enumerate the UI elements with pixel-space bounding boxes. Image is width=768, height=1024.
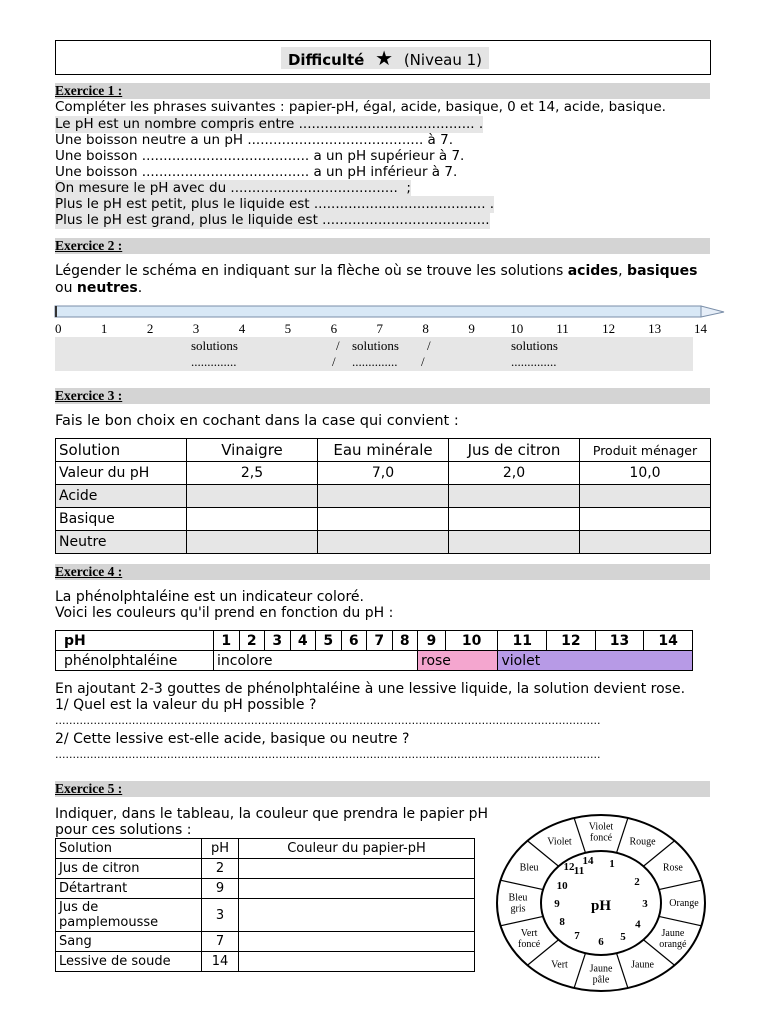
row-label-neutre: Neutre: [56, 531, 187, 554]
wheel-color-label: Bleu: [519, 862, 539, 874]
header-eau-minerale: Eau minérale: [318, 439, 449, 462]
ph-tick-label: 7: [376, 321, 383, 336]
solution-ph: 9: [202, 879, 239, 899]
dots-solutions-2: ..............: [352, 354, 398, 369]
separator-2: /: [332, 354, 336, 369]
table-row: [56, 531, 711, 554]
table-row: [56, 932, 475, 952]
header-solution: Solution: [56, 439, 187, 462]
ex2-instr-ou: ou: [55, 280, 77, 296]
ex3-heading: Exercice 3 :: [55, 388, 710, 404]
ph-tick-label: 4: [238, 321, 246, 336]
solution-ph: 2: [202, 859, 239, 879]
solution-name: Sang: [56, 932, 202, 952]
ex4-question-intro: En ajoutant 2-3 gouttes de phénolphtaléine à une lessive liquide, la solution devient rose.: [55, 681, 686, 697]
wheel-center-ph: pH: [590, 898, 612, 914]
table-row: [56, 508, 711, 531]
word-acides: acides: [567, 263, 619, 279]
word-neutres: neutres: [76, 280, 138, 296]
checkbox-cell[interactable]: [187, 485, 318, 508]
answer-line-1[interactable]: ............................................................................................................................................................: [55, 714, 601, 727]
star-icon: ★: [375, 46, 394, 70]
color-incolore: incolore: [214, 651, 418, 671]
wheel-color-label: Orange: [669, 898, 699, 909]
checkbox-cell[interactable]: [449, 485, 580, 508]
ph-value-cell: 10: [445, 631, 498, 651]
separator-3: /: [427, 338, 431, 353]
ex2-comma: ,: [618, 263, 628, 279]
wheel-ph-number: 10: [556, 880, 568, 893]
difficulty-label: [281, 47, 489, 69]
checkbox-cell[interactable]: [318, 531, 449, 554]
solution-ph: 7: [202, 932, 239, 952]
ph-tick-label: 1: [100, 321, 108, 336]
ph-tick-label: 2: [146, 321, 154, 336]
ph-value-cell: 9: [418, 631, 446, 651]
wheel-color-label: Violet: [547, 836, 572, 848]
checkbox-cell[interactable]: [187, 508, 318, 531]
ex2-heading: Exercice 2 :: [55, 238, 710, 254]
table-row: [56, 899, 475, 932]
ex1-instruction: Compléter les phrases suivantes : papier-pH, égal, acide, basique, 0 et 14, acide, basique.: [55, 99, 666, 115]
color-answer-cell[interactable]: [239, 932, 475, 952]
checkbox-cell[interactable]: [449, 508, 580, 531]
wheel-ph-number: 12: [563, 861, 575, 873]
solution-name: Jus de pamplemousse: [56, 899, 202, 932]
wheel-color-label: Bleu gris: [508, 892, 528, 915]
label-solutions-1: solutions: [191, 338, 238, 353]
ph-color-wheel: [494, 812, 708, 994]
wheel-color-label: Vert: [551, 959, 568, 971]
ex4-question-1: 1/ Quel est la valeur du pH possible ?: [55, 697, 317, 713]
ph-tick-label: 13: [648, 321, 662, 336]
table-row: [56, 879, 475, 899]
ph-tick-label: 6: [330, 321, 338, 336]
ex1-line-2: Une boisson neutre a un pH ......................................... à 7.: [55, 132, 454, 148]
header-vinaigre: Vinaigre: [187, 439, 318, 462]
wheel-color-label: Rose: [662, 862, 683, 874]
ex2-instruction: [55, 263, 715, 297]
ph-value-cell: 8: [392, 631, 418, 651]
ph-tick-label: 3: [192, 321, 200, 336]
wheel-ph-number: 9: [554, 898, 560, 910]
ph-header-row: [56, 631, 693, 651]
header-solution: Solution: [56, 839, 202, 859]
indicator-label: phénolphtaléine: [56, 651, 214, 671]
answer-line-2[interactable]: ............................................................................................................................................................: [55, 748, 601, 761]
ph-value-cell: 14: [644, 631, 693, 651]
ex1-line-3: Une boisson ....................................... a un pH supérieur à 7.: [55, 148, 465, 164]
wheel-ph-number: 11: [573, 865, 585, 878]
checkbox-cell[interactable]: [187, 531, 318, 554]
wheel-ph-number: 1: [609, 858, 615, 870]
ph-tick-label: 10: [510, 321, 524, 336]
ex4-line-2: Voici les couleurs qu'il prend en fonction du pH :: [55, 605, 394, 621]
color-answer-cell[interactable]: [239, 879, 475, 899]
solution-name: Jus de citron: [56, 859, 202, 879]
word-basiques: basiques: [627, 263, 698, 279]
row-label-acide: Acide: [56, 485, 187, 508]
wheel-color-label: Jaune: [631, 959, 654, 971]
ex5-instruction-2: pour ces solutions :: [55, 822, 192, 838]
solution-name: Lessive de soude: [56, 952, 202, 972]
ph-value-cell: 5: [316, 631, 342, 651]
wheel-ph-number: 8: [559, 915, 565, 928]
indicator-row: [56, 651, 693, 671]
label-solutions-3: solutions: [511, 338, 558, 353]
ph-tick-label: 14: [694, 321, 707, 336]
wheel-ph-number: 7: [574, 929, 580, 942]
table-row: [56, 462, 711, 485]
wheel-color-label: Jaune pâle: [589, 963, 613, 986]
ph-value-cell: 13: [595, 631, 644, 651]
wheel-ph-number: 6: [598, 936, 604, 948]
ex4-table: [55, 630, 693, 671]
color-answer-cell[interactable]: [239, 899, 475, 932]
ph-value-cell: 3: [265, 631, 291, 651]
ph-produit-menager: 10,0: [580, 462, 711, 485]
solution-ph: 3: [202, 899, 239, 932]
separator-1: /: [336, 338, 340, 353]
dots-solutions-3: ..............: [511, 354, 557, 369]
ex1-line-1: Le pH est un nombre compris entre ......................................... .: [55, 116, 484, 132]
label-solutions-2: solutions: [352, 338, 399, 353]
row-label-basique: Basique: [56, 508, 187, 531]
ph-value-cell: 11: [498, 631, 547, 651]
wheel-color-label: Jaune orangé: [659, 928, 687, 950]
ph-eau-minerale: 7,0: [318, 462, 449, 485]
header-produit-menager: Produit ménager: [580, 439, 711, 462]
row-label-ph: Valeur du pH: [56, 462, 187, 485]
header-jus-citron: Jus de citron: [449, 439, 580, 462]
table-row: [56, 859, 475, 879]
checkbox-cell[interactable]: [318, 485, 449, 508]
wheel-ph-number: 14: [582, 855, 594, 867]
header-couleur: Couleur du papier-pH: [239, 839, 475, 859]
ph-tick-label: 0: [55, 321, 62, 336]
ex1-line-5: On mesure le pH avec du ....................................... ;: [55, 180, 411, 196]
wheel-ph-number: 5: [620, 930, 626, 943]
ph-tick-label: 12: [602, 321, 616, 336]
solution-name: Détartrant: [56, 879, 202, 899]
color-violet: violet: [498, 651, 693, 671]
ph-value-cell: 12: [547, 631, 596, 651]
ph-tick-label: 9: [468, 321, 475, 336]
ph-arrow: [52, 302, 728, 324]
ex5-heading: Exercice 5 :: [55, 781, 710, 797]
dots-solutions-1: ..............: [191, 354, 237, 369]
table-header-row: [56, 839, 475, 859]
ph-vinaigre: 2,5: [187, 462, 318, 485]
ph-tick-label: 11: [556, 321, 569, 336]
wheel-ph-number: 3: [642, 898, 648, 910]
table-row: [56, 485, 711, 508]
checkbox-cell[interactable]: [449, 531, 580, 554]
color-answer-cell[interactable]: [239, 859, 475, 879]
ex2-dot: .: [137, 280, 143, 296]
ph-header-label: pH: [56, 631, 214, 651]
table-header-row: [56, 439, 711, 462]
solution-ph: 14: [202, 952, 239, 972]
ex4-line-1: La phénolphtaléine est un indicateur coloré.: [55, 589, 364, 605]
color-rose: rose: [418, 651, 498, 671]
wheel-ph-number: 4: [635, 918, 641, 931]
ph-value-cell: 1: [214, 631, 240, 651]
ph-jus-citron: 2,0: [449, 462, 580, 485]
ex1-heading: Exercice 1 :: [55, 83, 710, 99]
checkbox-cell[interactable]: [318, 508, 449, 531]
ex5-instruction-1: Indiquer, dans le tableau, la couleur que prendra le papier pH: [55, 806, 489, 822]
ex1-line-7: Plus le pH est grand, plus le liquide est .......................................: [55, 212, 490, 228]
header-ph: pH: [202, 839, 239, 859]
ph-tick-label: 8: [422, 321, 429, 336]
checkbox-cell[interactable]: [580, 485, 711, 508]
ex4-question-2: 2/ Cette lessive est-elle acide, basique ou neutre ?: [55, 731, 410, 747]
ex4-heading: Exercice 4 :: [55, 564, 710, 580]
ph-value-cell: 7: [367, 631, 393, 651]
wheel-color-label: Violet foncé: [588, 821, 614, 844]
ph-tick-label: 5: [284, 321, 292, 336]
ex3-table: [55, 438, 711, 554]
table-row: [56, 952, 475, 972]
difficulty-text: Difficulté: [287, 51, 365, 69]
level-text: (Niveau 1): [403, 51, 483, 69]
ex1-line-6: Plus le pH est petit, plus le liquide est ........................................ .: [55, 196, 495, 212]
wheel-ph-number: 2: [634, 876, 640, 889]
ph-value-cell: 2: [239, 631, 265, 651]
color-answer-cell[interactable]: [239, 952, 475, 972]
checkbox-cell[interactable]: [580, 508, 711, 531]
ph-value-cell: 4: [290, 631, 316, 651]
ex2-instr-start: Légender le schéma en indiquant sur la flèche où se trouve les solutions: [55, 263, 568, 279]
ex3-instruction: Fais le bon choix en cochant dans la case qui convient :: [55, 413, 459, 429]
ex1-line-4: Une boisson ....................................... a un pH inférieur à 7.: [55, 164, 458, 180]
separator-4: /: [421, 354, 425, 369]
ex5-table: [55, 838, 475, 972]
title-box: [55, 40, 711, 75]
ph-value-cell: 6: [341, 631, 367, 651]
checkbox-cell[interactable]: [580, 531, 711, 554]
wheel-color-label: Vert foncé: [518, 928, 541, 950]
wheel-color-label: Rouge: [629, 836, 656, 848]
